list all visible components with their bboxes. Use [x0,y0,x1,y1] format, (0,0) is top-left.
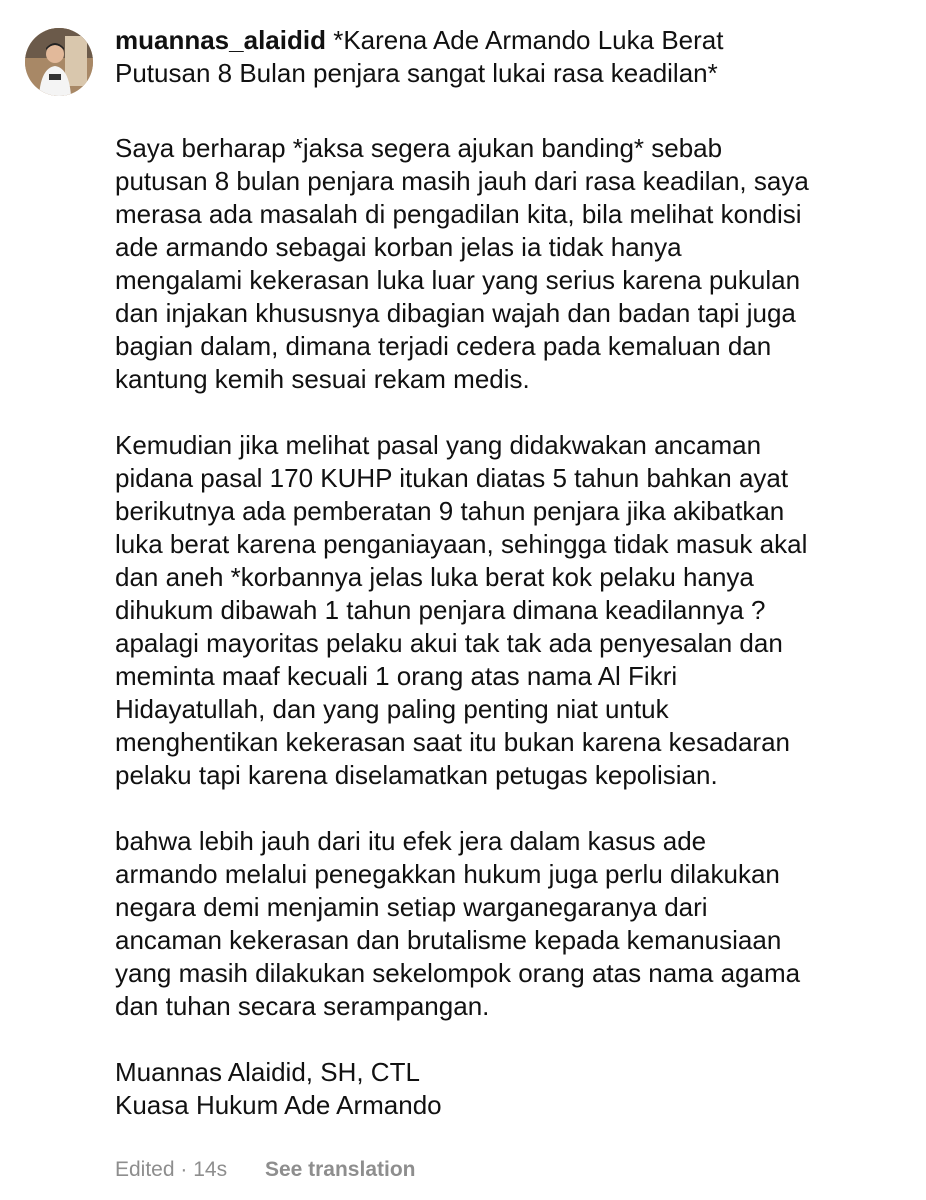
paragraph-3-line: bahwa lebih jauh dari itu efek jera dalam kasus ade [115,826,707,856]
comment-meta [115,1155,416,1185]
paragraph-2-line: pelaku tapi karena diselamatkan petugas kepolisian. [115,760,718,790]
paragraph-2-line: menghentikan kekerasan saat itu bukan karena kesadaran [115,727,790,757]
profile-photo-icon [25,28,93,96]
header-text-line-1: *Karena Ade Armando Luka Berat [333,25,724,55]
paragraph-3-line: armando melalui penegakkan hukum juga perlu dilakukan [115,859,780,889]
paragraph-1-line: mengalami kekerasan luka luar yang serius karena pukulan [115,265,801,295]
paragraph-1-line: kantung kemih sesuai rekam medis. [115,364,530,394]
paragraph-1-line: ade armando sebagai korban jelas ia tidak hanya [115,232,682,262]
paragraph-3-line: yang masih dilakukan sekelompok orang atas nama agama [115,958,801,988]
paragraph-2-line: pidana pasal 170 KUHP itukan diatas 5 tahun bahkan ayat [115,463,789,493]
paragraph-1 [115,132,905,396]
paragraph-2-line: Kemudian jika melihat pasal yang didakwakan ancaman [115,430,762,460]
edited-label: Edited [115,1158,175,1181]
paragraph-1-line: Saya berharap *jaksa segera ajukan banding* sebab [115,133,723,163]
header-text-line-2: Putusan 8 Bulan penjara sangat lukai rasa keadilan* [115,58,718,88]
timestamp[interactable]: 14s [193,1158,228,1181]
paragraph-2-line: luka berat karena penganiayaan, sehingga tidak masuk akal [115,529,808,559]
paragraph-3-line: negara demi menjamin setiap warganegaranya dari [115,892,708,922]
paragraph-3-line: dan tuhan secara serampangan. [115,991,490,1021]
signature [115,1056,905,1122]
meta-separator: · [180,1158,188,1181]
paragraph-1-line: bagian dalam, dimana terjadi cedera pada kemaluan dan [115,331,772,361]
paragraph-3-line: ancaman kekerasan dan brutalisme kepada kemanusiaan [115,925,782,955]
paragraph-1-line: putusan 8 bulan penjara masih jauh dari rasa keadilan, saya [115,166,809,196]
paragraph-3 [115,825,905,1023]
username-link[interactable]: muannas_alaidid [115,25,326,55]
paragraph-2-line: apalagi mayoritas pelaku akui tak tak ada penyesalan dan [115,628,783,658]
paragraph-1-line: merasa ada masalah di pengadilan kita, bila melihat kondisi [115,199,802,229]
paragraph-2-line: berikutnya ada pemberatan 9 tahun penjara jika akibatkan [115,496,785,526]
comment-body [115,24,905,1122]
comment-header [115,24,905,90]
paragraph-2 [115,429,905,792]
signature-name: Muannas Alaidid, SH, CTL [115,1057,420,1087]
avatar[interactable] [25,28,93,96]
paragraph-2-line: dihukum dibawah 1 tahun penjara dimana keadilannya ? [115,595,766,625]
paragraph-2-line: Hidayatullah, dan yang paling penting niat untuk [115,694,669,724]
signature-title: Kuasa Hukum Ade Armando [115,1090,442,1120]
see-translation-button[interactable]: See translation [264,1158,416,1181]
paragraph-2-line: dan aneh *korbannya jelas luka berat kok pelaku hanya [115,562,754,592]
paragraph-1-line: dan injakan khususnya dibagian wajah dan badan tapi juga [115,298,796,328]
paragraph-2-line: meminta maaf kecuali 1 orang atas nama Al Fikri [115,661,678,691]
